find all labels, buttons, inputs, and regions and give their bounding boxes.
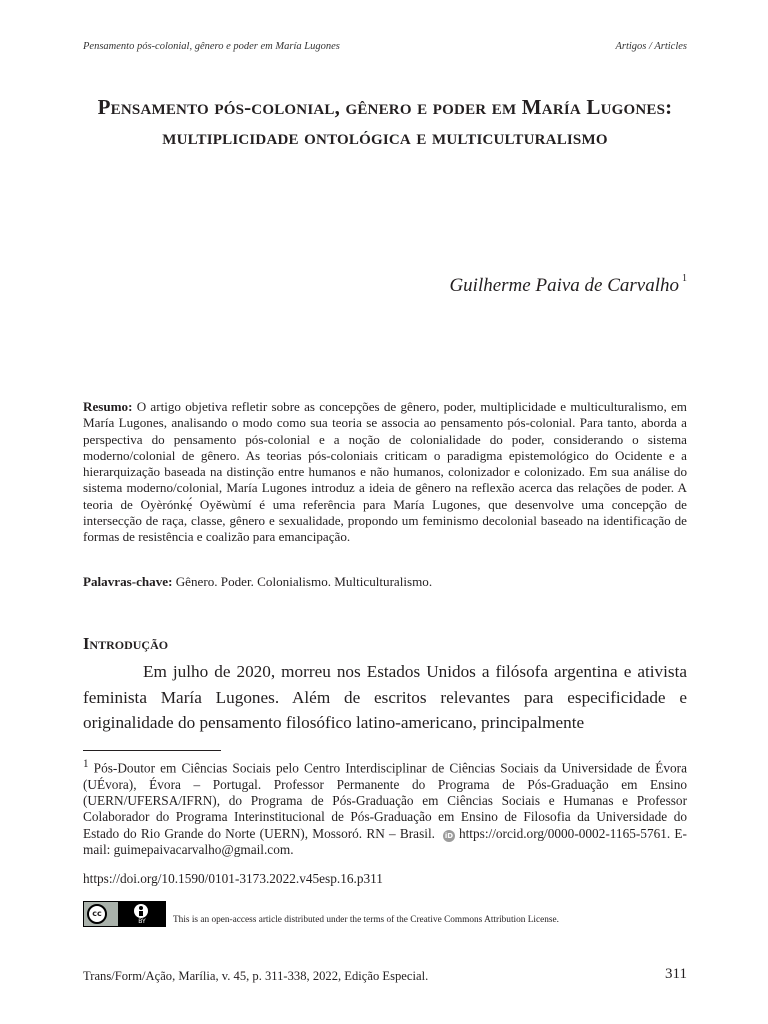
cc-icon: cc [87,904,107,924]
body-text [83,659,687,736]
keywords-label: Palavras-chave: [83,574,173,589]
by-label: BY [138,918,146,925]
orcid-icon[interactable]: iD [444,831,454,840]
footnote-mark: 1 [83,758,89,770]
keywords [83,574,687,590]
page-number: 311 [665,966,687,982]
attribution-person-icon [134,904,148,918]
intro-paragraph: Em julho de 2020, morreu nos Estados Unidos a filósofa argentina e ativista feminista María Lugones. Além de escritos relevantes para especificidade e originalidade do pensamento filosófico latino-americano, principalmente [83,662,687,732]
footnote-divider [83,750,221,751]
author-line [449,275,687,297]
license-text: This is an open-access article distributed under the terms of the Creative Commons Attribution License. [173,915,559,925]
running-head-title: Pensamento pós-colonial, gênero e poder em María Lugones [83,41,340,52]
cc-by-license-icon[interactable] [83,901,166,927]
footnote [83,756,687,858]
abstract-text: O artigo objetiva refletir sobre as concepções de gênero, poder, multiplicidade e multiculturalismo, em María Lugones, analisando o modo como sua teoria se associa ao pensamento pós-colonial. Para tanto, aborda a perspectiva do pensamento pós-colonial e a noção de colonialidade do poder, considerando o sistema moderno/colonial de gênero. As teorias pós-coloniais criticam o paradigma epistemológico do Ocidente e a hierarquização baseada na distinção entre humanos e não humanos, colonizador e colonizado. Em sua análise do sistema moderno/colonial, María Lugones introduz a ideia de gênero na reflexão acerca das relações de poder. A teoria de Oyèrónkẹ́ Oyěwùmí é uma referência para María Lugones, que desenvolve uma concepção de intersecção de raça, classe, gênero e sexualidade, propondo um feminismo decolonial baseado na identificação de formas de resistência e coalizão para emancipação. [83,399,687,545]
abstract [83,399,687,546]
footnote-text: Pós-Doutor em Ciências Sociais pelo Centro Interdisciplinar de Ciências Sociais da Universidade de Évora (UÉvora), Évora – Portugal. Professor Permanente do Programa de Pós-Graduação em Ensino (UERN/UFERSA/IFRN), do Programa de Pós-Graduação em Ciências Sociais e Humanas e Professor Colaborador do Programa Interinstitucional de Pós-Graduação em Ensino de Filosofia da Universidade do Estado do Rio Grande do Norte (UERN), Mossoró. RN – Brasil. [83,760,687,841]
author-name: Guilherme Paiva de Carvalho [449,275,679,296]
by-box [118,902,165,926]
running-head-section: Artigos / Articles [615,41,687,52]
keywords-text: Gênero. Poder. Colonialismo. Multiculturalismo. [172,574,433,589]
article-title: Pensamento pós-colonial, gênero e poder em María Lugones: multiplicidade ontológica e multiculturalismo [97,95,673,149]
orcid-link[interactable]: https://orcid.org/0000-0002-1165-5761. E-mail: guimepaivacarvalho@gmail.com. [83,825,687,857]
journal-citation: Trans/Form/Ação, Marília, v. 45, p. 311-338, 2022, Edição Especial. [83,969,429,983]
section-heading: Introdução [83,634,169,653]
doi-link[interactable]: https://doi.org/10.1590/0101-3173.2022.v45esp.16.p311 [83,871,383,886]
abstract-label: Resumo: [83,399,133,414]
license-row [83,901,687,929]
author-footnote-mark[interactable]: 1 [682,273,687,284]
